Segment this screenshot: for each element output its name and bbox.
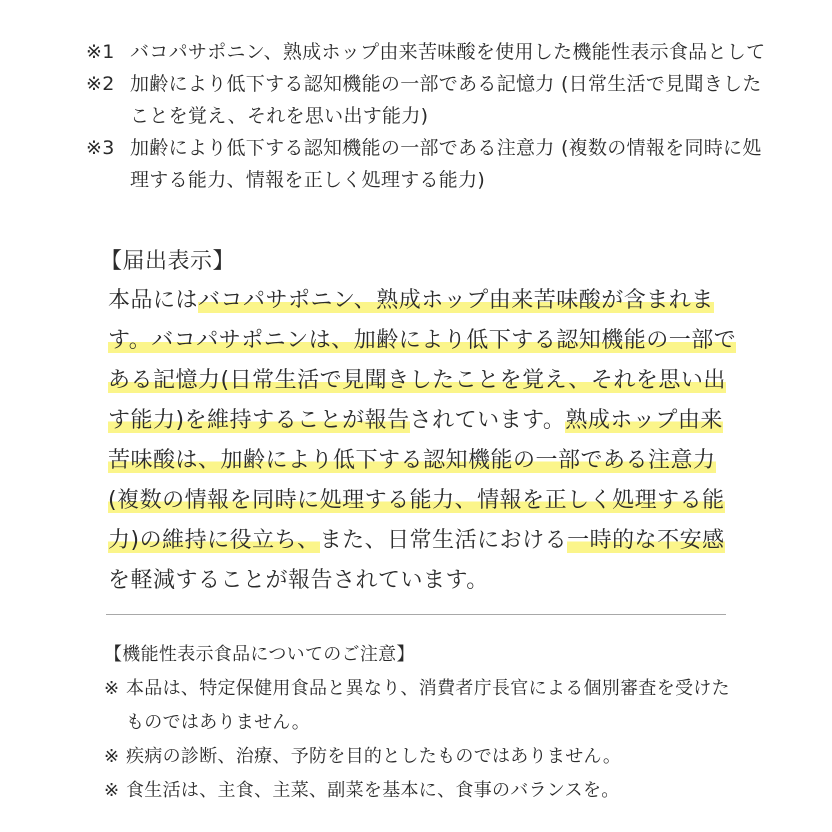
footnotes [86, 36, 766, 196]
footnote-2 [86, 68, 766, 132]
footnote-text: 加齢により低下する認知機能の一部である記憶力 (日常生活で見聞きしたことを覚え、それを思い出す能力) [130, 73, 762, 127]
declaration-highlight: 一時的な不安感 [567, 528, 725, 553]
declaration-highlight: 熟成ホップ由来苦味酸は、加齢により低下する認知機能の一部である注意力(複数の情報を同時に処理する能力、情報を正しく処理する能力)の維持に役立ち、 [108, 408, 725, 553]
caution-section [104, 638, 744, 808]
declaration-segment: 本品には [108, 288, 199, 313]
caution-item [104, 740, 744, 774]
footnote-mark: ※1 [86, 41, 115, 63]
declaration-highlight: バコパサポニン、熟成ホップ由来苦味酸が含まれます。バコパサポニンは、加齢により低下する認知機能の一部である記憶力(日常生活で見聞きしたことを覚え、それを思い出す能力)を維持することが報告 [108, 288, 737, 433]
footnote-mark: ※2 [86, 73, 115, 95]
declaration-segment: また、日常生活における [319, 528, 568, 553]
caution-mark: ※ [104, 746, 120, 767]
declaration-segment: を軽減することが報告されています。 [108, 568, 489, 593]
caution-mark: ※ [104, 780, 120, 801]
caution-text: 食生活は、主食、主菜、副菜を基本に、食事のバランスを。 [126, 780, 620, 801]
declaration-heading: 【届出表示】 [100, 249, 236, 274]
footnote-text: バコパサポニン、熟成ホップ由来苦味酸を使用した機能性表示食品として [130, 41, 766, 63]
footnote-1 [86, 36, 766, 68]
section-divider [106, 614, 726, 615]
caution-item [104, 672, 744, 740]
caution-text: 本品は、特定保健用食品と異なり、消費者庁長官による個別審査を受けたものではありません。 [126, 678, 730, 733]
declaration-segment: されています。 [409, 408, 566, 433]
caution-title: 【機能性表示食品についてのご注意】 [104, 644, 415, 665]
footnote-mark: ※3 [86, 137, 115, 159]
caution-text: 疾病の診断、治療、予防を目的としたものではありません。 [126, 746, 622, 767]
declaration-body [108, 281, 738, 601]
caution-mark: ※ [104, 678, 120, 699]
footnote-text: 加齢により低下する認知機能の一部である注意力 (複数の情報を同時に処理する能力、情報を正しく処理する能力) [130, 137, 762, 191]
footnote-3 [86, 132, 766, 196]
caution-item [104, 774, 744, 808]
